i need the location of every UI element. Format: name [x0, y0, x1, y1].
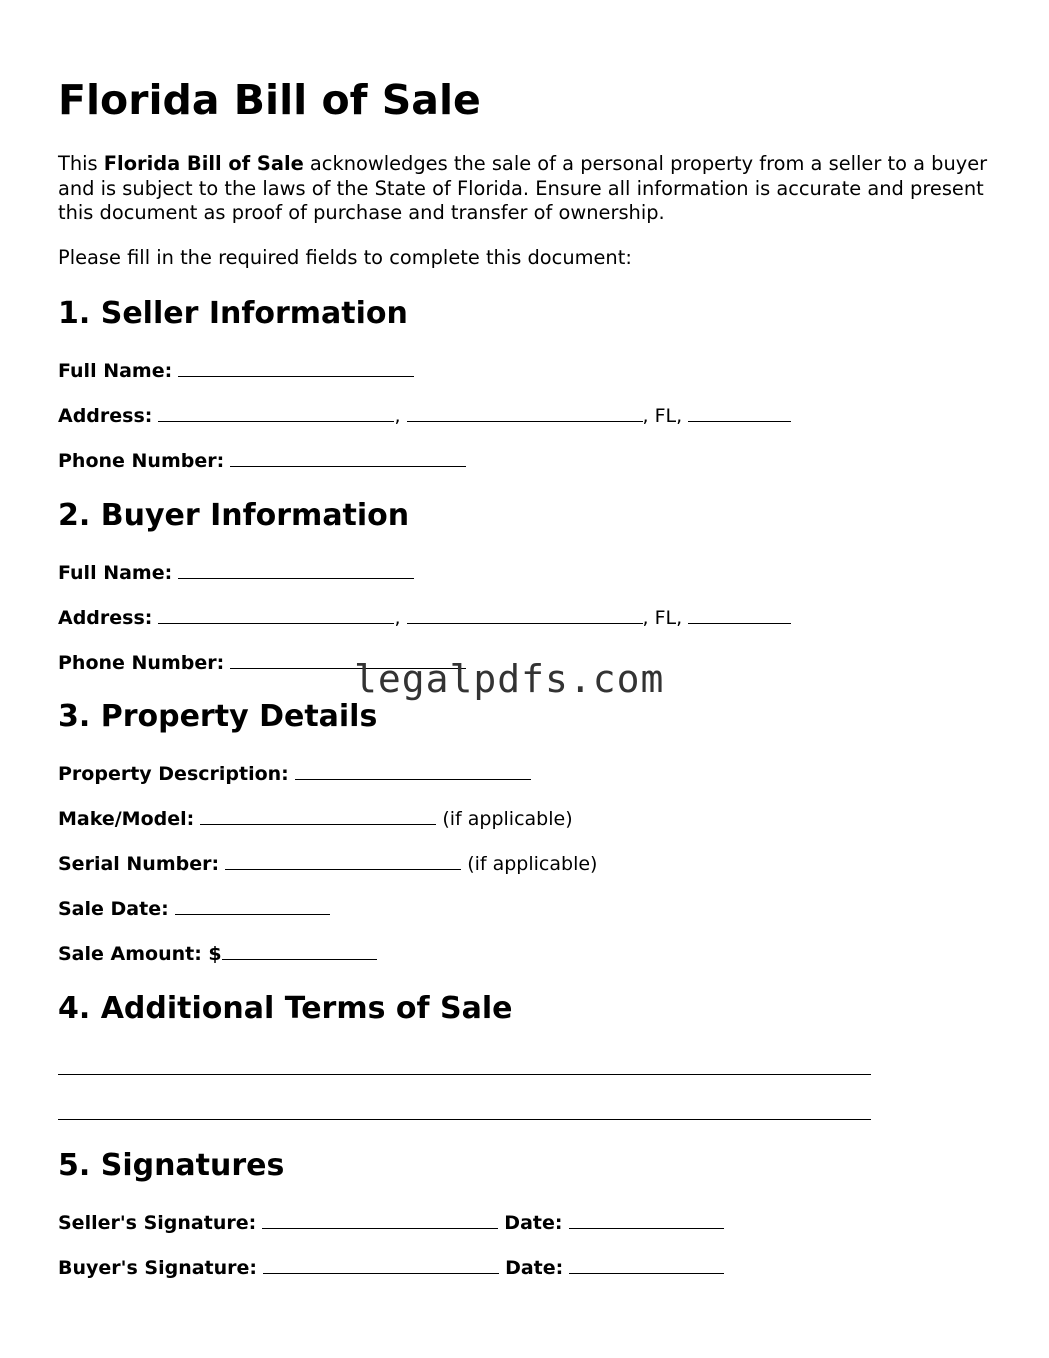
serial-number-row: [58, 851, 597, 876]
seller-signature-field[interactable]: [262, 1210, 498, 1229]
property-description-field[interactable]: [295, 761, 531, 780]
buyer-date-field[interactable]: [569, 1255, 724, 1274]
address-state: , FL,: [642, 405, 683, 427]
sale-amount-label: Sale Amount: $: [58, 943, 222, 965]
intro-prefix: This: [58, 152, 104, 175]
buyer-section-heading: 2. Buyer Information: [58, 498, 410, 533]
seller-signature-row: [58, 1210, 724, 1235]
seller-address-label: Address:: [58, 405, 153, 427]
seller-zip-field[interactable]: [688, 403, 791, 422]
sale-amount-row: [58, 941, 377, 966]
seller-city-field[interactable]: [407, 403, 643, 422]
seller-section-heading: 1. Seller Information: [58, 296, 408, 331]
seller-signature-label: Seller's Signature:: [58, 1212, 257, 1234]
document-title: Florida Bill of Sale: [58, 76, 481, 124]
sale-date-row: [58, 896, 330, 921]
seller-street-field[interactable]: [158, 403, 394, 422]
address-state: , FL,: [642, 607, 683, 629]
buyer-full-name-row: [58, 560, 414, 585]
watermark: legalpdfs.com: [354, 657, 665, 701]
intro-paragraph: [58, 152, 993, 226]
property-description-row: [58, 761, 531, 786]
seller-full-name-field[interactable]: [178, 358, 414, 377]
make-model-label: Make/Model:: [58, 808, 195, 830]
instructions-text: Please fill in the required fields to complete this document:: [58, 246, 632, 269]
address-comma: ,: [394, 607, 401, 629]
signatures-section-heading: 5. Signatures: [58, 1148, 285, 1183]
address-comma: ,: [394, 405, 401, 427]
buyer-signature-row: [58, 1255, 724, 1280]
make-model-field[interactable]: [200, 806, 436, 825]
terms-section-heading: 4. Additional Terms of Sale: [58, 991, 513, 1026]
seller-date-label: Date:: [504, 1212, 563, 1234]
terms-line-1[interactable]: [58, 1074, 871, 1075]
serial-number-note: (if applicable): [467, 853, 598, 875]
property-description-label: Property Description:: [58, 763, 289, 785]
buyer-city-field[interactable]: [407, 605, 643, 624]
seller-address-row: [58, 403, 791, 428]
buyer-zip-field[interactable]: [688, 605, 791, 624]
serial-number-label: Serial Number:: [58, 853, 220, 875]
sale-amount-field[interactable]: [222, 941, 377, 960]
terms-line-2[interactable]: [58, 1119, 871, 1120]
seller-full-name-row: [58, 358, 414, 383]
buyer-signature-field[interactable]: [263, 1255, 499, 1274]
seller-phone-row: [58, 448, 466, 473]
seller-full-name-label: Full Name:: [58, 360, 173, 382]
seller-phone-label: Phone Number:: [58, 450, 225, 472]
sale-date-label: Sale Date:: [58, 898, 169, 920]
seller-phone-field[interactable]: [230, 448, 466, 467]
buyer-address-label: Address:: [58, 607, 153, 629]
intro-bold-title: Florida Bill of Sale: [103, 152, 304, 175]
buyer-full-name-label: Full Name:: [58, 562, 173, 584]
make-model-row: [58, 806, 573, 831]
buyer-date-label: Date:: [505, 1257, 564, 1279]
intro-suffix: acknowledges the sale of a personal property from a seller to a buyer and is subject to the laws of the State of Florida. Ensure all information is accurate and present this document as proof of purchase and transfer of ownership.: [58, 152, 988, 225]
sale-date-field[interactable]: [175, 896, 330, 915]
make-model-note: (if applicable): [442, 808, 573, 830]
buyer-street-field[interactable]: [158, 605, 394, 624]
seller-date-field[interactable]: [569, 1210, 724, 1229]
buyer-signature-label: Buyer's Signature:: [58, 1257, 257, 1279]
property-section-heading: 3. Property Details: [58, 699, 378, 734]
serial-number-field[interactable]: [225, 851, 461, 870]
buyer-full-name-field[interactable]: [178, 560, 414, 579]
buyer-phone-label: Phone Number:: [58, 652, 225, 674]
buyer-address-row: [58, 605, 791, 630]
